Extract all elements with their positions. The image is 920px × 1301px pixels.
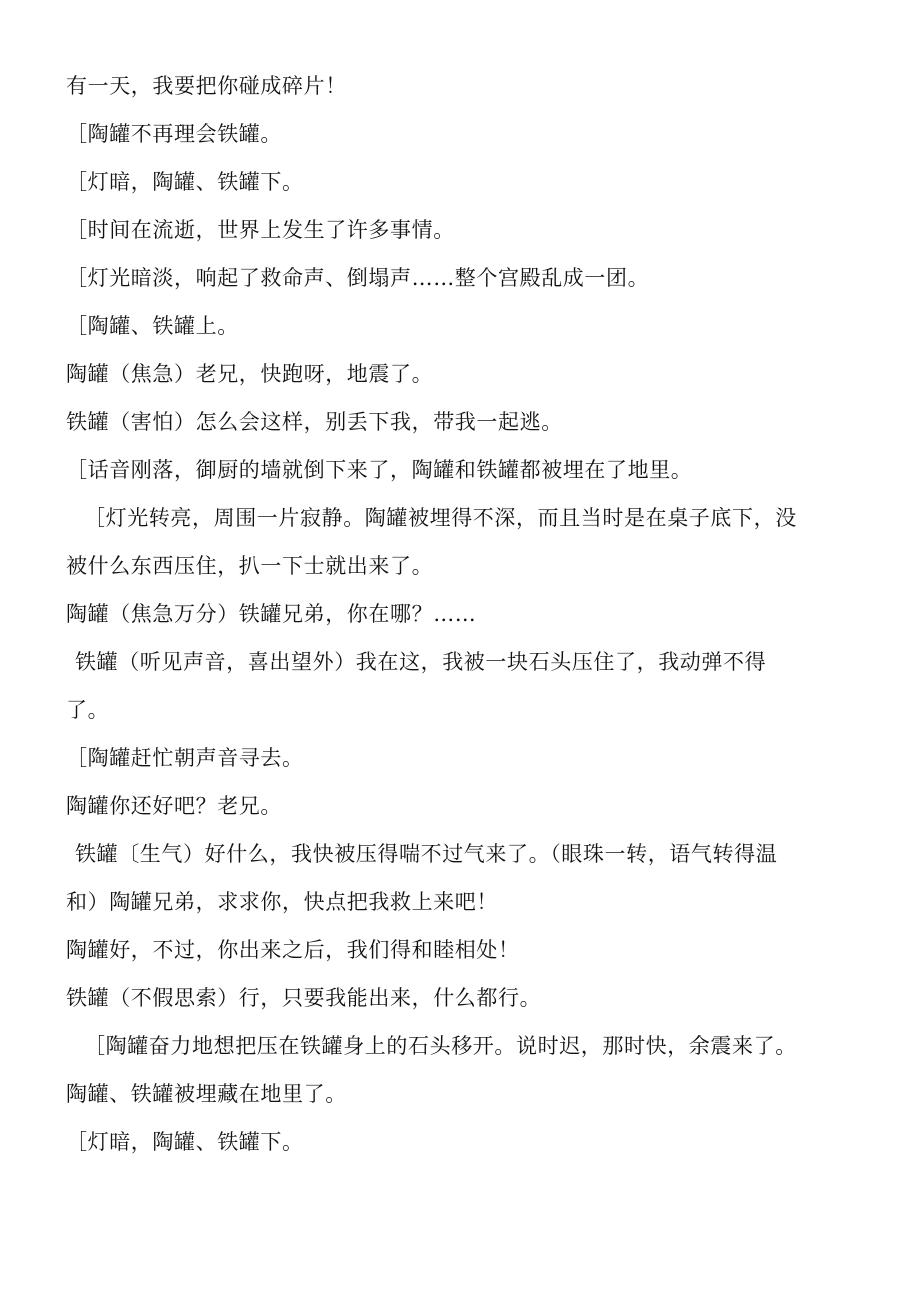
- dialogue-line-5: 陶罐你还好吧？老兄。: [66, 794, 282, 818]
- stage-direction-4: ［灯光暗淡，响起了救命声、倒塌声……整个宫殿乱成一团。: [66, 266, 650, 290]
- dialogue-line-7: 陶罐好，不过，你出来之后，我们得和睦相处！: [66, 938, 520, 962]
- stage-direction-2: ［灯暗，陶罐、铁罐下。: [66, 170, 304, 194]
- dialogue-line-4-continued: 了。: [66, 698, 110, 722]
- stage-direction-3: ［时间在流逝，世界上发生了许多事情。: [66, 218, 455, 242]
- dialogue-line-4: 铁罐（听见声音，喜出望外）我在这，我被一块石头压住了，我动弹不得: [75, 650, 767, 674]
- stage-direction-7: ［灯光转亮，周围一片寂静。陶罐被埋得不深，而且当时是在桌子底下，没: [84, 506, 797, 530]
- dialogue-line-1: 陶罐（焦急）老兄，快跑呀，地震了。: [66, 362, 434, 386]
- stage-direction-6: ［话音刚落，御厨的墙就倒下来了，陶罐和铁罐都被埋在了地里。: [66, 458, 693, 482]
- dialogue-line-6-continued: 和）陶罐兄弟，求求你，快点把我救上来吧！: [66, 890, 498, 914]
- stage-direction-1: ［陶罐不再理会铁罐。: [66, 122, 282, 146]
- stage-direction-9-continued: 陶罐、铁罐被埋藏在地里了。: [66, 1082, 347, 1106]
- dialogue-line-8: 铁罐（不假思索）行，只要我能出来，什么都行。: [66, 986, 542, 1010]
- stage-direction-10: ［灯暗，陶罐、铁罐下。: [66, 1130, 304, 1154]
- stage-direction-5: ［陶罐、铁罐上。: [66, 314, 239, 338]
- stage-direction-9: ［陶罐奋力地想把压在铁罐身上的石头移开。说时迟，那时快，余震来了。: [84, 1034, 797, 1058]
- stage-direction-8: ［陶罐赶忙朝声音寻去。: [66, 746, 304, 770]
- stage-direction-7-continued: 被什么东西压住，扒一下士就出来了。: [66, 554, 434, 578]
- dialogue-line-3: 陶罐（焦急万分）铁罐兄弟，你在哪？……: [66, 602, 477, 626]
- dialogue-line-2: 铁罐（害怕）怎么会这样，别丢下我，带我一起逃。: [66, 410, 563, 434]
- text-line-1: 有一天，我要把你碰成碎片！: [66, 74, 347, 98]
- dialogue-line-6: 铁罐〔生气）好什么，我快被压得喘不过气来了。（眼珠一转，语气转得温: [75, 842, 778, 866]
